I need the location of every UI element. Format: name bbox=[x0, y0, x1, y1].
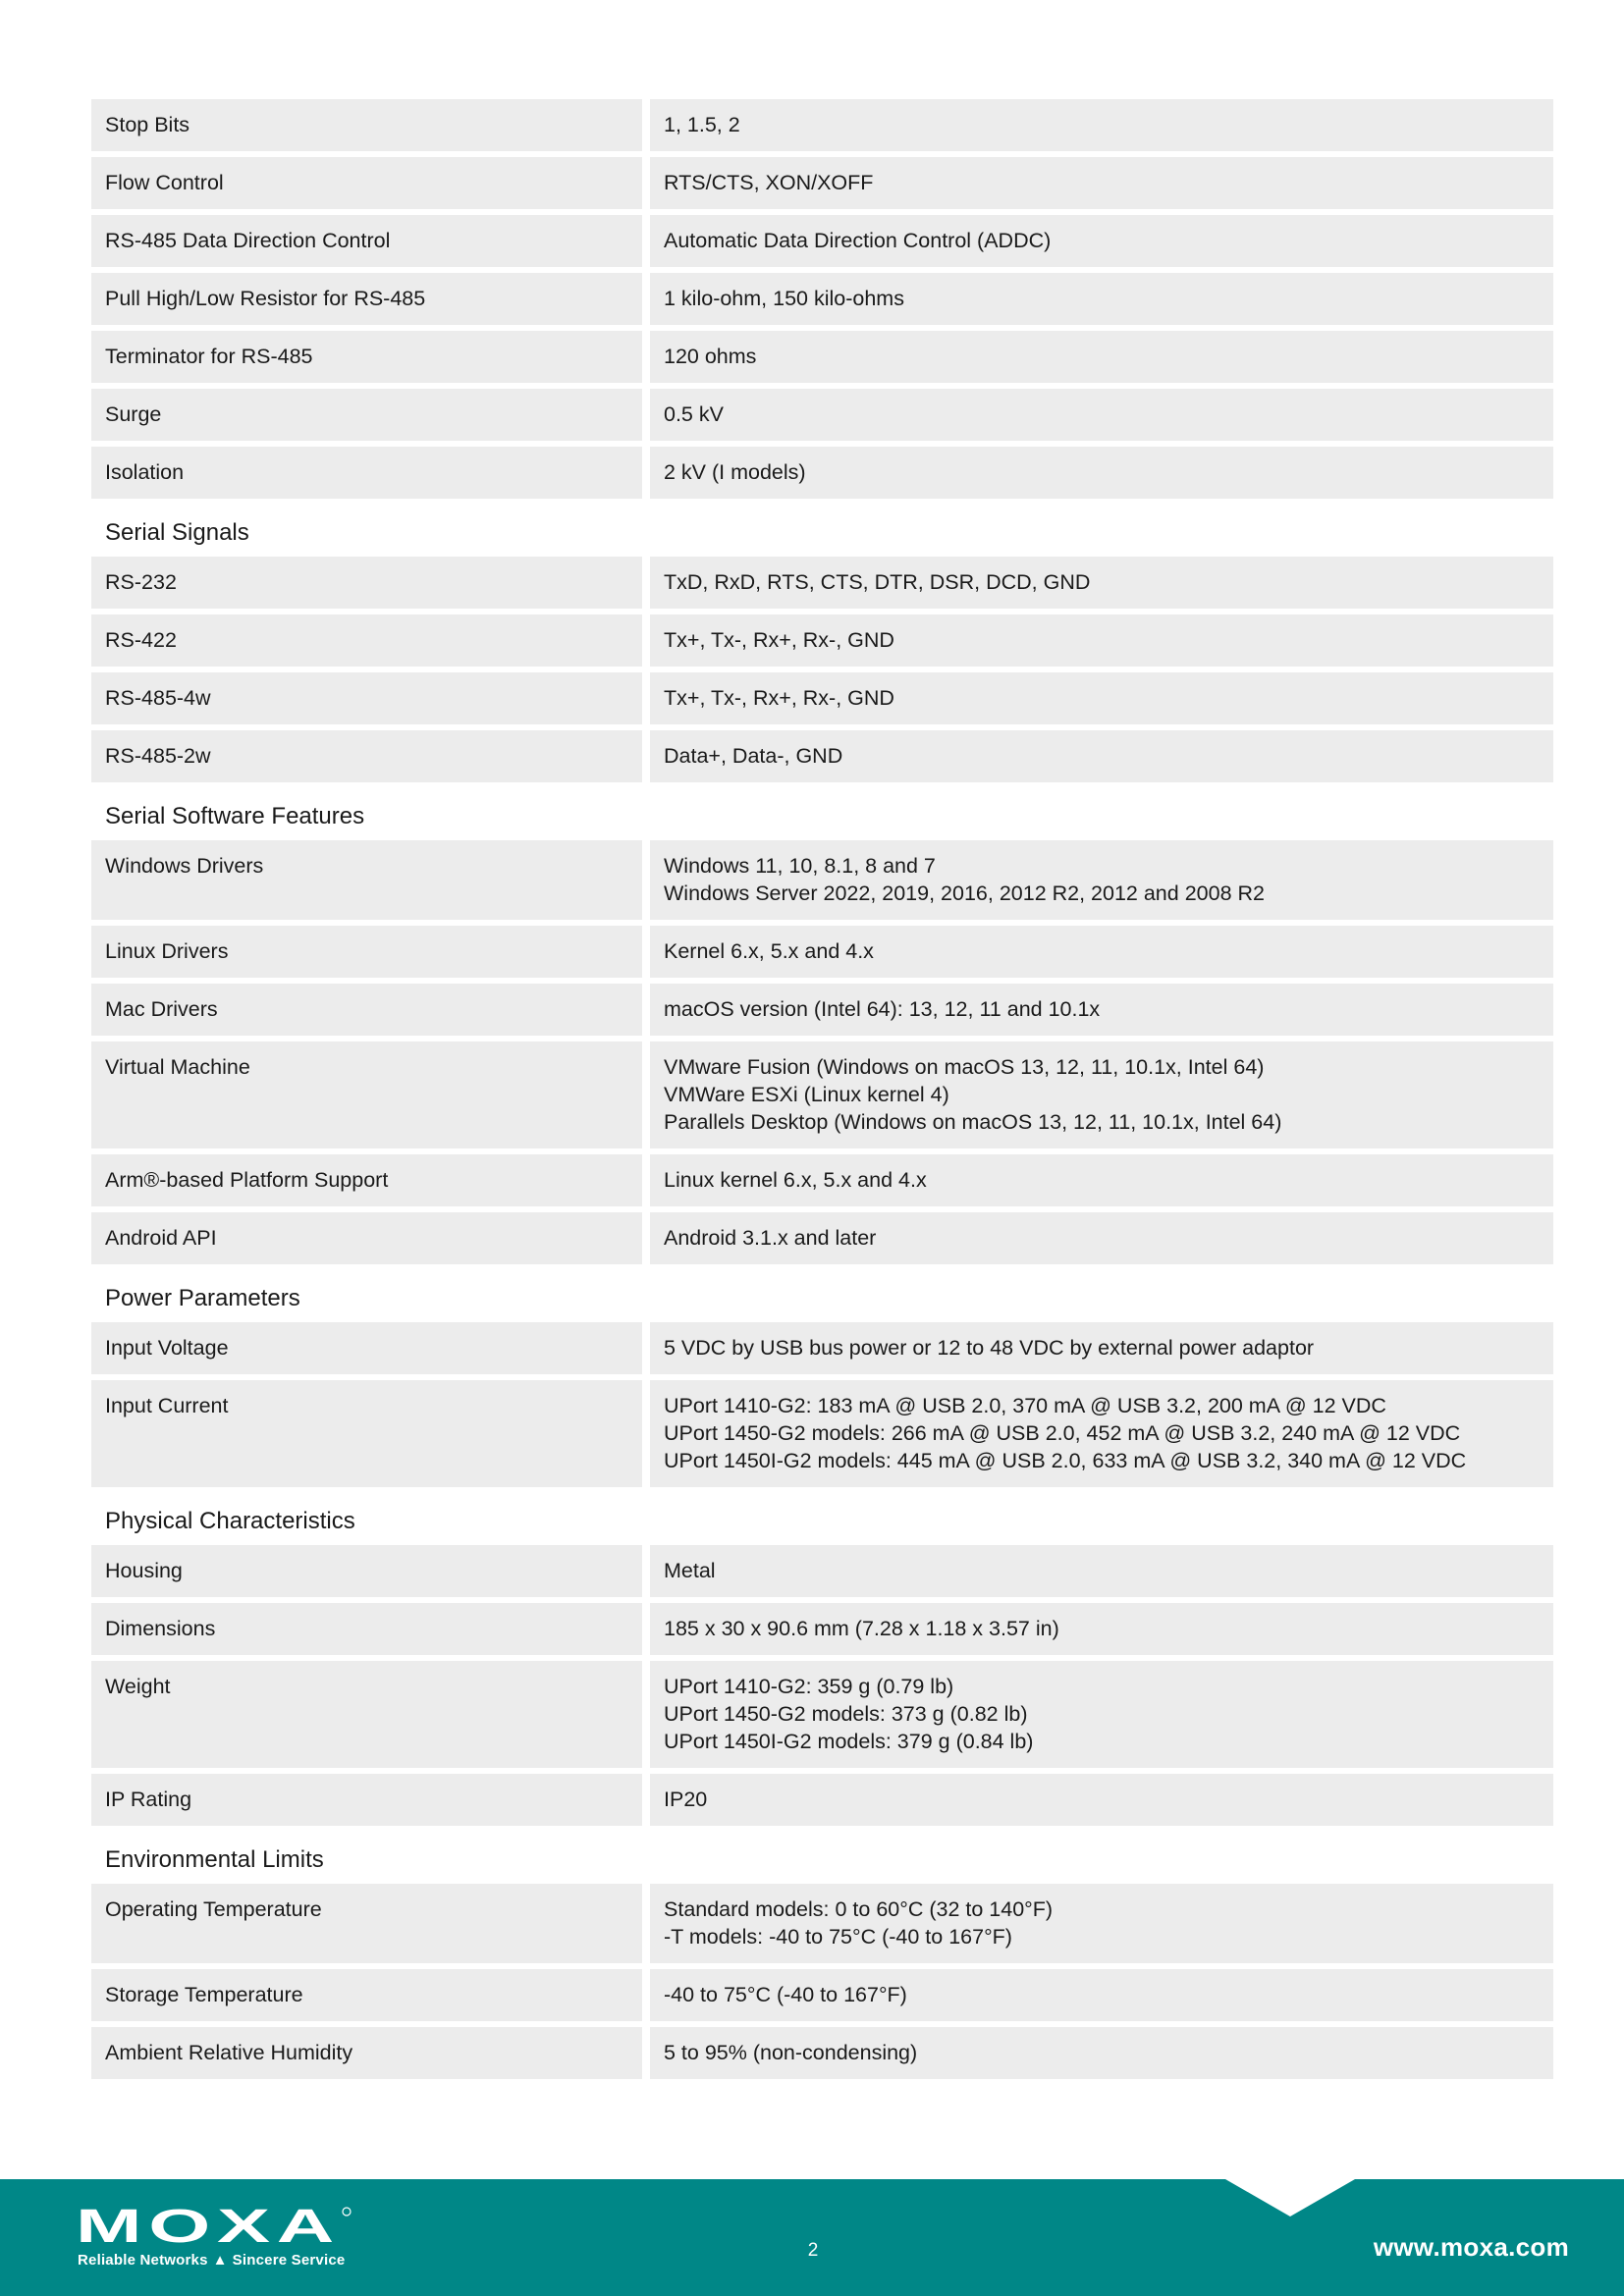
spec-row bbox=[91, 672, 1553, 724]
spec-label: Input Current bbox=[91, 1380, 642, 1487]
spec-label: Weight bbox=[91, 1661, 642, 1768]
spec-label: Ambient Relative Humidity bbox=[91, 2027, 642, 2079]
spec-row bbox=[91, 557, 1553, 609]
spec-value-line: VMWare ESXi (Linux kernel 4) bbox=[664, 1083, 949, 1106]
spec-value-line: Metal bbox=[664, 1559, 716, 1582]
spec-label: Virtual Machine bbox=[91, 1041, 642, 1148]
spec-row bbox=[91, 1969, 1553, 2021]
moxa-logo bbox=[76, 2207, 352, 2246]
spec-value bbox=[650, 926, 1553, 978]
spec-value bbox=[650, 331, 1553, 383]
spec-value bbox=[650, 1154, 1553, 1206]
spec-value bbox=[650, 984, 1553, 1036]
spec-value-line: Linux kernel 6.x, 5.x and 4.x bbox=[664, 1168, 927, 1192]
spec-value-line: 120 ohms bbox=[664, 345, 757, 368]
spec-label: RS-485-4w bbox=[91, 672, 642, 724]
spec-label: Arm®-based Platform Support bbox=[91, 1154, 642, 1206]
spec-value bbox=[650, 1322, 1553, 1374]
spec-value-line: Windows 11, 10, 8.1, 8 and 7 bbox=[664, 854, 936, 878]
section-heading: Serial Signals bbox=[105, 519, 249, 546]
spec-value-line: TxD, RxD, RTS, CTS, DTR, DSR, DCD, GND bbox=[664, 570, 1091, 594]
spec-label: Dimensions bbox=[91, 1603, 642, 1655]
spec-label: Operating Temperature bbox=[91, 1884, 642, 1963]
spec-row bbox=[91, 614, 1553, 667]
section-heading: Serial Software Features bbox=[105, 803, 365, 829]
spec-label: Windows Drivers bbox=[91, 840, 642, 920]
triangle-icon: ▲ bbox=[212, 2252, 228, 2269]
spec-label: Input Voltage bbox=[91, 1322, 642, 1374]
spec-table bbox=[91, 99, 1553, 2085]
tagline-right: Sincere Service bbox=[232, 2252, 346, 2269]
spec-row bbox=[91, 99, 1553, 151]
spec-value-line: 0.5 kV bbox=[664, 402, 724, 426]
spec-value-line: 1 kilo-ohm, 150 kilo-ohms bbox=[664, 287, 904, 310]
spec-row bbox=[91, 840, 1553, 920]
website-link[interactable]: www.moxa.com bbox=[1373, 2232, 1569, 2262]
spec-value bbox=[650, 447, 1553, 499]
spec-value-line: UPort 1450I-G2 models: 379 g (0.84 lb) bbox=[664, 1730, 1034, 1753]
section-heading: Environmental Limits bbox=[105, 1846, 324, 1873]
spec-label: RS-485 Data Direction Control bbox=[91, 215, 642, 267]
spec-value bbox=[650, 1603, 1553, 1655]
spec-value-line: Kernel 6.x, 5.x and 4.x bbox=[664, 939, 874, 963]
spec-label: RS-485-2w bbox=[91, 730, 642, 782]
section-heading: Physical Characteristics bbox=[105, 1508, 355, 1534]
spec-value bbox=[650, 99, 1553, 151]
spec-value-line: 185 x 30 x 90.6 mm (7.28 x 1.18 x 3.57 in) bbox=[664, 1617, 1059, 1640]
spec-value-line: RTS/CTS, XON/XOFF bbox=[664, 171, 874, 194]
spec-value-line: UPort 1410-G2: 183 mA @ USB 2.0, 370 mA @ USB 3.2, 200 mA @ 12 VDC bbox=[664, 1394, 1386, 1417]
spec-row bbox=[91, 447, 1553, 499]
spec-label: Surge bbox=[91, 389, 642, 441]
spec-label: Pull High/Low Resistor for RS-485 bbox=[91, 273, 642, 325]
page-number: 2 bbox=[807, 2240, 819, 2261]
section-heading: Power Parameters bbox=[105, 1285, 300, 1311]
footer-notch bbox=[1225, 2179, 1355, 2218]
spec-value-line: 5 to 95% (non-condensing) bbox=[664, 2041, 918, 2064]
spec-value bbox=[650, 2027, 1553, 2079]
spec-row bbox=[91, 331, 1553, 383]
spec-value-line: UPort 1410-G2: 359 g (0.79 lb) bbox=[664, 1675, 954, 1698]
spec-row bbox=[91, 157, 1553, 209]
spec-label: Storage Temperature bbox=[91, 1969, 642, 2021]
moxa-tagline bbox=[78, 2252, 345, 2269]
spec-value-line: Data+, Data-, GND bbox=[664, 744, 843, 768]
spec-row bbox=[91, 2027, 1553, 2079]
spec-label: Android API bbox=[91, 1212, 642, 1264]
spec-row bbox=[91, 273, 1553, 325]
spec-value-line: Automatic Data Direction Control (ADDC) bbox=[664, 229, 1052, 252]
spec-row bbox=[91, 1154, 1553, 1206]
spec-value-line: 1, 1.5, 2 bbox=[664, 113, 740, 136]
spec-label: Stop Bits bbox=[91, 99, 642, 151]
spec-label: Terminator for RS-485 bbox=[91, 331, 642, 383]
moxa-logo-text: MOXA bbox=[76, 2207, 341, 2246]
spec-row bbox=[91, 730, 1553, 782]
spec-value-line: Tx+, Tx-, Rx+, Rx-, GND bbox=[664, 628, 894, 652]
spec-row bbox=[91, 215, 1553, 267]
spec-value-line: UPort 1450-G2 models: 373 g (0.82 lb) bbox=[664, 1702, 1028, 1726]
spec-value-line: Android 3.1.x and later bbox=[664, 1226, 877, 1250]
spec-value-line: macOS version (Intel 64): 13, 12, 11 and 10.1x bbox=[664, 997, 1101, 1021]
spec-row bbox=[91, 1774, 1553, 1826]
spec-value-line: -40 to 75°C (-40 to 167°F) bbox=[664, 1983, 907, 2006]
spec-value-line: IP20 bbox=[664, 1788, 708, 1811]
spec-value bbox=[650, 1884, 1553, 1963]
spec-value bbox=[650, 730, 1553, 782]
spec-value-line: UPort 1450I-G2 models: 445 mA @ USB 2.0, 633 mA @ USB 3.2, 340 mA @ 12 VDC bbox=[664, 1449, 1467, 1472]
spec-value-line: -T models: -40 to 75°C (-40 to 167°F) bbox=[664, 1925, 1012, 1949]
spec-row bbox=[91, 926, 1553, 978]
spec-value-line: Windows Server 2022, 2019, 2016, 2012 R2, 2012 and 2008 R2 bbox=[664, 881, 1265, 905]
spec-label: Housing bbox=[91, 1545, 642, 1597]
page-footer bbox=[0, 2179, 1624, 2296]
spec-value bbox=[650, 614, 1553, 667]
spec-value-line: 5 VDC by USB bus power or 12 to 48 VDC by external power adaptor bbox=[664, 1336, 1315, 1360]
spec-row bbox=[91, 389, 1553, 441]
spec-row bbox=[91, 1380, 1553, 1487]
spec-label: RS-232 bbox=[91, 557, 642, 609]
spec-value-line: 2 kV (I models) bbox=[664, 460, 806, 484]
spec-label: Isolation bbox=[91, 447, 642, 499]
spec-value bbox=[650, 273, 1553, 325]
spec-value bbox=[650, 215, 1553, 267]
spec-label: IP Rating bbox=[91, 1774, 642, 1826]
spec-label: Mac Drivers bbox=[91, 984, 642, 1036]
registered-mark-icon bbox=[343, 2208, 351, 2216]
spec-label: Flow Control bbox=[91, 157, 642, 209]
spec-row bbox=[91, 1322, 1553, 1374]
spec-value bbox=[650, 389, 1553, 441]
spec-label: Linux Drivers bbox=[91, 926, 642, 978]
spec-row bbox=[91, 1884, 1553, 1963]
spec-value bbox=[650, 1774, 1553, 1826]
spec-label: RS-422 bbox=[91, 614, 642, 667]
spec-value-line: UPort 1450-G2 models: 266 mA @ USB 2.0, 452 mA @ USB 3.2, 240 mA @ 12 VDC bbox=[664, 1421, 1461, 1445]
tagline-left: Reliable Networks bbox=[78, 2252, 208, 2269]
spec-value bbox=[650, 1661, 1553, 1768]
spec-row bbox=[91, 1603, 1553, 1655]
spec-row bbox=[91, 1661, 1553, 1768]
spec-value bbox=[650, 1041, 1553, 1148]
spec-value bbox=[650, 157, 1553, 209]
spec-value-line: Standard models: 0 to 60°C (32 to 140°F) bbox=[664, 1897, 1054, 1921]
spec-value bbox=[650, 1380, 1553, 1487]
spec-row bbox=[91, 1545, 1553, 1597]
spec-value bbox=[650, 1545, 1553, 1597]
spec-value-line: Tx+, Tx-, Rx+, Rx-, GND bbox=[664, 686, 894, 710]
spec-value bbox=[650, 557, 1553, 609]
spec-row bbox=[91, 1212, 1553, 1264]
spec-row bbox=[91, 984, 1553, 1036]
spec-value bbox=[650, 1212, 1553, 1264]
spec-value-line: VMware Fusion (Windows on macOS 13, 12, 11, 10.1x, Intel 64) bbox=[664, 1055, 1265, 1079]
spec-value bbox=[650, 1969, 1553, 2021]
spec-value-line: Parallels Desktop (Windows on macOS 13, 12, 11, 10.1x, Intel 64) bbox=[664, 1110, 1282, 1134]
spec-value bbox=[650, 672, 1553, 724]
spec-value bbox=[650, 840, 1553, 920]
spec-row bbox=[91, 1041, 1553, 1148]
